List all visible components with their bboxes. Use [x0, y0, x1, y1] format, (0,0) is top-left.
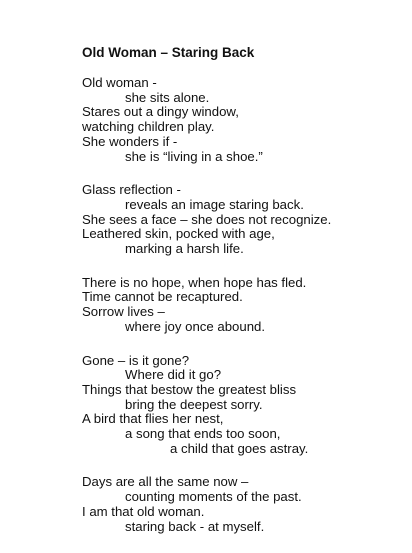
stanza: [82, 354, 402, 457]
poem-line: she sits alone.: [125, 89, 210, 105]
poem-line: There is no hope, when hope has fled.: [82, 274, 307, 290]
poem-line: Leathered skin, pocked with age,: [82, 226, 275, 242]
poem-body: [82, 76, 402, 553]
poem-line: Gone – is it gone?: [82, 352, 190, 368]
stanza: [82, 276, 402, 335]
poem-line: I am that old woman.: [82, 503, 205, 519]
stanza: [82, 183, 402, 257]
poem-title: Old Woman – Staring Back: [82, 45, 255, 60]
poem-line: reveals an image staring back.: [125, 196, 304, 212]
poem-line: Days are all the same now –: [82, 474, 249, 490]
poem-line: Glass reflection -: [82, 182, 181, 198]
poem-line: a child that goes astray.: [170, 440, 309, 456]
poem-line: counting moments of the past.: [125, 489, 302, 505]
poem-line: marking a harsh life.: [125, 241, 244, 257]
poem-line: Stares out a dingy window,: [82, 104, 239, 120]
poem-line: She wonders if -: [82, 133, 178, 149]
poem-line: she is “living in a shoe.”: [125, 148, 263, 164]
poem-line: where joy once abound.: [125, 318, 266, 334]
poem-line: Old woman -: [82, 75, 157, 90]
poem-line: staring back - at myself.: [125, 518, 265, 534]
poem-line: Time cannot be recaptured.: [82, 289, 243, 305]
poem-line: Things that bestow the greatest bliss: [82, 381, 297, 397]
poem-line: A bird that flies her nest,: [82, 411, 224, 427]
stanza: [82, 475, 402, 534]
poem-line: a song that ends too soon,: [125, 426, 281, 442]
poem-line: Where did it go?: [125, 367, 222, 383]
poem-line: She sees a face – she does not recognize.: [82, 211, 332, 227]
poem-line: watching children play.: [82, 119, 215, 135]
poem-line: bring the deepest sorry.: [125, 396, 263, 412]
poem-line: Sorrow lives –: [82, 304, 165, 320]
stanza: [82, 76, 402, 164]
